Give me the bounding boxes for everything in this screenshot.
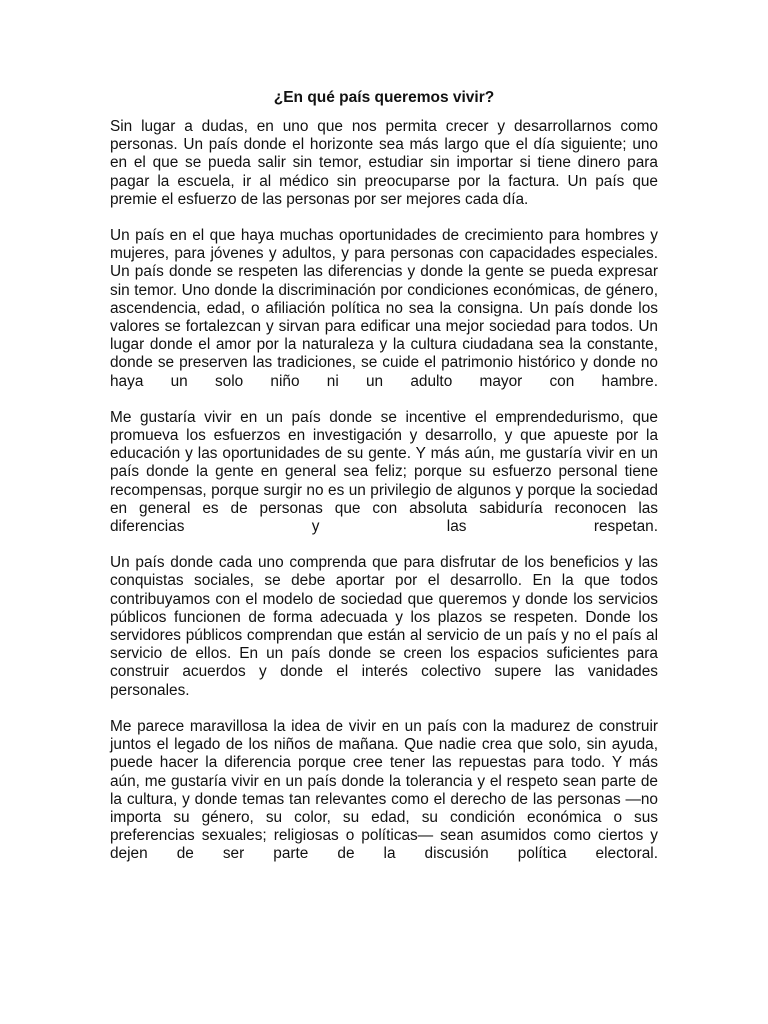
paragraph-3: Me gustaría vivir en un país donde se incentive el emprendedurismo, que promueva los esfuerzos en investigación y desarrollo, y que apueste por la educación y las oportunidades de su gente. Y más aún, me gustaría vivir en un país donde la gente en general sea feliz; porque su esfuerzo personal tiene recompensas, porque surgir no es un privilegio de algunos y porque la sociedad en general es de personas que con absoluta sabiduría reconocen las diferencias y las respetan. bbox=[110, 408, 658, 536]
document-title: ¿En qué país queremos vivir? bbox=[273, 89, 495, 106]
paragraph-5: Me parece maravillosa la idea de vivir en un país con la madurez de construir juntos el legado de los niños de mañana. Que nadie crea que solo, sin ayuda, puede hacer la diferencia porque cree tener las repuestas para todo. Y más aún, me gustaría vivir en un país donde la tolerancia y el respeto sean parte de la cultura, y donde temas tan relevantes como el derecho de las personas —no importa su género, su color, su edad, su condición económica o sus preferencias sexuales; religiosas o políticas— sean asumidos como ciertos y dejen de ser parte de la discusión política electoral. bbox=[110, 717, 658, 863]
paragraph-1: Sin lugar a dudas, en uno que nos permita crecer y desarrollarnos como personas. Un país donde el horizonte sea más largo que el día siguiente; uno en el que se pueda salir sin temor, estudiar sin importar si tiene dinero para pagar la escuela, ir al médico sin preocuparse por la factura. Un país que premie el esfuerzo de las personas por ser mejores cada día. bbox=[110, 118, 658, 208]
paragraph-4: Un país donde cada uno comprenda que para disfrutar de los beneficios y las conquistas sociales, se debe aportar por el desarrollo. En la que todos contribuyamos con el modelo de sociedad que queremos y donde los servicios públicos funcionen de forma adecuada y los plazos se respeten. Donde los servidores públicos comprendan que están al servicio de un país y no el país al servicio de ellos. En un país donde se creen los espacios suficientes para construir acuerdos y donde el interés colectivo supere las vanidades personales. bbox=[110, 554, 658, 699]
paragraph-2: Un país en el que haya muchas oportunidades de crecimiento para hombres y mujeres, para jóvenes y adultos, y para personas con capacidades especiales. Un país donde se respeten las diferencias y donde la gente se pueda expresar sin temor. Uno donde la discriminación por condiciones económicas, de género, ascendencia, edad, o afiliación política no sea la consigna. Un país donde los valores se fortalezcan y sirvan para edificar una mejor sociedad para todos. Un lugar donde el amor por la naturaleza y la cultura ciudadana sea la constante, donde se preserven las tradiciones, se cuide el patrimonio histórico y donde no haya un solo niño ni un adulto mayor con hambre. bbox=[110, 227, 658, 390]
document-body bbox=[110, 118, 658, 882]
